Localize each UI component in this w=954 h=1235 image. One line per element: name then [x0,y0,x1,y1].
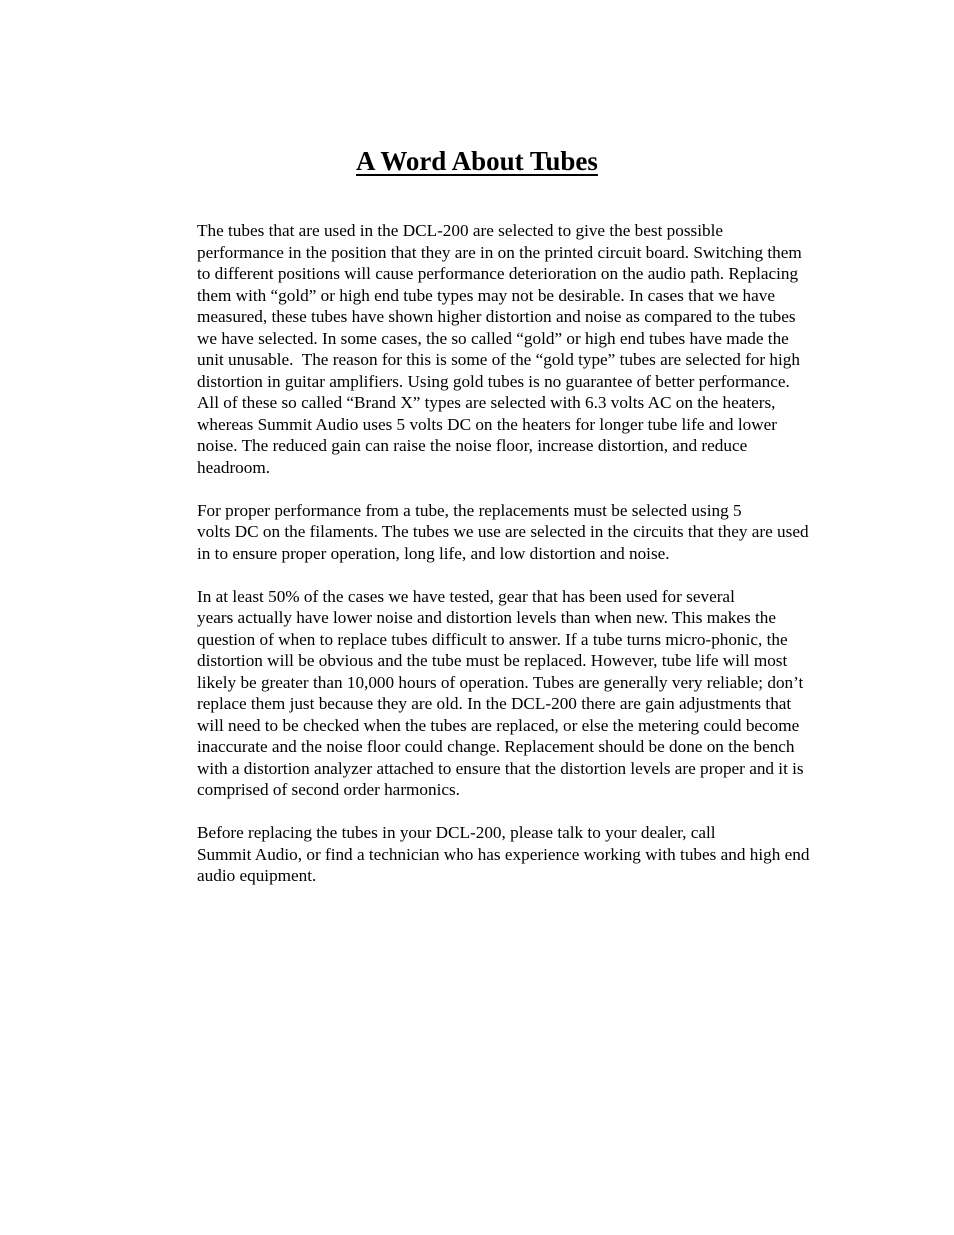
text-line: whereas Summit Audio uses 5 volts DC on the heaters for longer tube life and lower [197,414,777,434]
text-line: comprised of second order harmonics. [197,780,460,799]
text-line: In at least 50% of the cases we have tested, gear that has been used for several [197,586,735,606]
paragraph-4 [140,822,812,887]
text-line: volts DC on the filaments. The tubes we use are selected in the circuits that they are used [197,522,809,541]
text-line: likely be greater than 10,000 hours of operation. Tubes are generally very reliable; don’t [197,672,804,692]
text-line: Summit Audio, or find a technician who has experience working with tubes and high end [197,844,810,864]
text-line: we have selected. In some cases, the so called “gold” or high end tubes have made the [197,328,789,348]
text-line: replace them just because they are old. In the DCL-200 there are gain adjustments that [197,694,792,713]
text-line: will need to be checked when the tubes are replaced, or else the metering could become [197,715,800,735]
text-line: measured, these tubes have shown higher distortion and noise as compared to the tubes [197,307,796,326]
text-line: distortion in guitar amplifiers. Using gold tubes is no guarantee of better performance. [197,371,790,391]
paragraph-1 [140,220,812,478]
page-title [0,144,954,178]
text-line: For proper performance from a tube, the replacements must be selected using 5 [197,500,742,520]
text-line: headroom. [197,457,271,477]
text-line: in to ensure proper operation, long life, and low distortion and noise. [197,543,670,563]
text-line: audio equipment. [197,866,317,885]
text-line: The tubes that are used in the DCL-200 are selected to give the best possible [197,221,723,240]
text-line: Before replacing the tubes in your DCL-200, please talk to your dealer, call [197,823,716,842]
text-line: All of these so called “Brand X” types are selected with 6.3 volts AC on the heaters, [197,393,776,412]
text-line: inaccurate and the noise floor could change. Replacement should be done on the bench [197,737,795,756]
text-line: with a distortion analyzer attached to ensure that the distortion levels are proper and it is [197,758,804,778]
text-line: noise. The reduced gain can raise the noise floor, increase distortion, and reduce [197,436,748,455]
paragraph-3 [140,586,812,801]
text-line: distortion will be obvious and the tube must be replaced. However, tube life will most [197,651,788,670]
text-line: years actually have lower noise and distortion levels than when new. This makes the [197,608,776,627]
text-line: performance in the position that they are in on the printed circuit board. Switching them [197,242,802,262]
text-line: them with “gold” or high end tube types may not be desirable. In cases that we have [197,285,775,305]
text-line: unit unusable. The reason for this is some of the “gold type” tubes are selected for high [197,350,800,369]
page-title-text: A Word About Tubes [356,146,598,176]
text-line: to different positions will cause performance deterioration on the audio path. Replacing [197,264,799,283]
document-body [140,220,812,908]
paragraph-2 [140,500,812,565]
text-line: question of when to replace tubes difficult to answer. If a tube turns micro-phonic, the [197,629,788,649]
